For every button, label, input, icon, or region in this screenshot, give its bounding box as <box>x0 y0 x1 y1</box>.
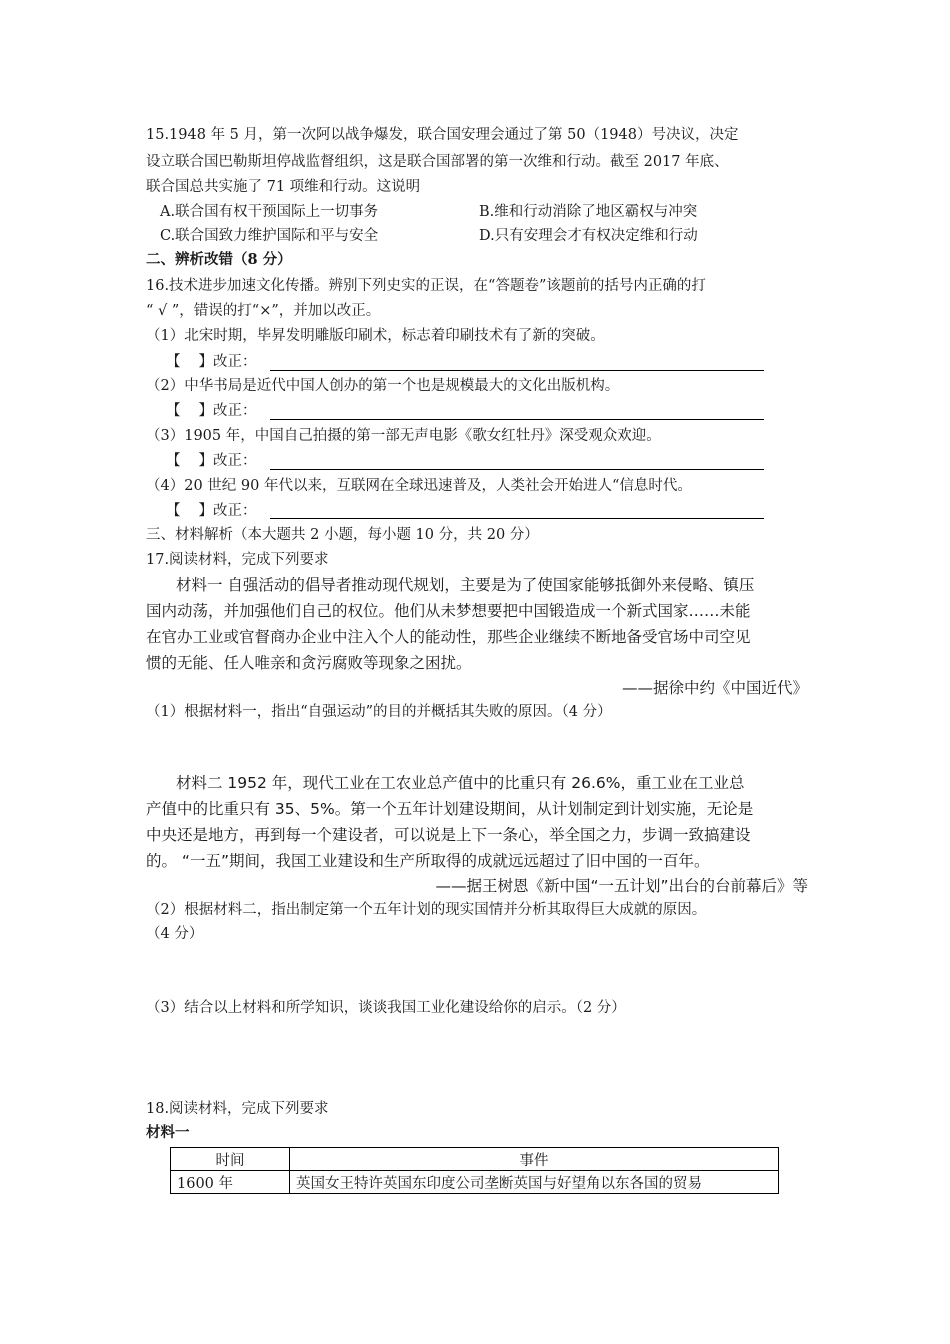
q16-correction-blank-3[interactable] <box>270 469 764 470</box>
q15-stem-line-2: 设立联合国巴勒斯坦停战监督组织，这是联合国部署的第一次维和行动。截至 2017 年底、 <box>146 154 729 170</box>
q16-answer-bracket-1[interactable] <box>166 351 257 373</box>
q17-subquestion-1: （1）根据材料一，指出“自强运动”的目的并概括其失败的原因。（4 分） <box>146 704 612 720</box>
bracket-left: 【 <box>166 453 181 469</box>
material1-line-4: 惯的无能、任人唯亲和贪污腐败等现象之困扰。 <box>146 654 472 672</box>
material1-line-2: 国内动荡，并加强他们自己的权位。他们从未梦想要把中国锻造成一个新式国家……未能 <box>146 602 751 620</box>
q16-answer-bracket-3[interactable] <box>166 450 257 472</box>
bracket-right-correction: 】改正： <box>198 354 257 370</box>
material1-line-1: 材料一 自强活动的倡导者推动现代规划，主要是为了使国家能够抵御外来侵略、镇压 <box>176 576 755 594</box>
q17-subquestion-2-line-1: （2）根据材料二，指出制定第一个五年计划的现实国情并分析其取得巨大成就的原因。 <box>146 902 707 918</box>
bracket-right-correction: 】改正： <box>198 403 257 419</box>
bracket-right-correction: 】改正： <box>198 453 257 469</box>
bracket-left: 【 <box>166 354 181 370</box>
q15-option-c[interactable]: C.联合国致力维护国际和平与安全 <box>160 228 379 244</box>
material1-source: ——据徐中约《中国近代》 <box>621 679 808 697</box>
q16-stem-line-2: “ √ ”，错误的打“×”，并加以改正。 <box>146 303 381 319</box>
table-header-row <box>171 1148 779 1171</box>
q17-title: 17.阅读材料，完成下列要求 <box>146 552 329 568</box>
section3-heading: 三、材料解析（本大题共 2 小题，每小题 10 分，共 20 分） <box>146 527 539 543</box>
material2-source: ——据王树恩《新中国“一五计划”出台的台前幕后》等 <box>435 877 808 895</box>
q15-stem-line-1: 15.1948 年 5 月，第一次阿以战争爆发，联合国安理会通过了第 50（1948）号决议，决定 <box>146 127 739 143</box>
q18-title: 18.阅读材料，完成下列要求 <box>146 1101 329 1117</box>
q15-stem-line-3: 联合国总共实施了 71 项维和行动。这说明 <box>146 179 421 195</box>
section2-heading: 二、辨析改错（8 分） <box>146 251 292 268</box>
material2-line-2: 产值中的比重只有 35、5%。第一个五年计划建设期间，从计划制定到计划实施，无论是 <box>146 800 754 818</box>
q16-correction-blank-1[interactable] <box>270 370 764 371</box>
material1-line-3: 在官办工业或官督商办企业中注入个人的能动性，那些企业继续不断地备受官场中司空见 <box>146 628 751 646</box>
q15-option-d[interactable]: D.只有安理会才有权决定维和行动 <box>479 228 698 244</box>
q16-answer-bracket-4[interactable] <box>166 500 257 522</box>
q16-correction-blank-2[interactable] <box>270 419 764 420</box>
table-cell-event: 英国女王特许英国东印度公司垄断英国与好望角以东各国的贸易 <box>290 1171 779 1194</box>
q15-option-b[interactable]: B.维和行动消除了地区霸权与冲突 <box>479 204 698 220</box>
table-cell-time: 1600 年 <box>171 1171 290 1194</box>
table-header-time: 时间 <box>171 1148 290 1171</box>
bracket-left: 【 <box>166 403 181 419</box>
material2-line-3: 中央还是地方，再到每一个建设者，可以说是上下一条心，举全国之力，步调一致搞建设 <box>146 826 751 844</box>
q15-option-a[interactable]: A.联合国有权干预国际上一切事务 <box>160 204 379 220</box>
q16-item-1: （1）北宋时期，毕昇发明雕版印刷术，标志着印刷技术有了新的突破。 <box>146 328 605 344</box>
q16-item-2: （2）中华书局是近代中国人创办的第一个也是规模最大的文化出版机构。 <box>146 378 620 394</box>
table-row <box>171 1171 779 1194</box>
bracket-right-correction: 】改正： <box>198 503 257 519</box>
material2-line-4: 的。 “一五”期间，我国工业建设和生产所取得的成就远远超过了旧中国的一百年。 <box>146 852 710 870</box>
material2-line-1: 材料二 1952 年，现代工业在工农业总产值中的比重只有 26.6%，重工业在工业总 <box>176 774 745 792</box>
q16-correction-blank-4[interactable] <box>270 518 764 519</box>
bracket-left: 【 <box>166 503 181 519</box>
q16-stem-line-1: 16.技术进步加速文化传播。辨别下列史实的正误，在“答题卷”该题前的括号内正确的打 <box>146 278 706 294</box>
q18-material-label: 材料一 <box>146 1124 190 1141</box>
events-table <box>170 1147 779 1194</box>
q16-item-4: （4）20 世纪 90 年代以来，互联网在全球迅速普及，人类社会开始进人“信息时代。 <box>146 478 692 494</box>
table-header-event: 事件 <box>290 1148 779 1171</box>
q16-item-3: （3）1905 年，中国自己拍摄的第一部无声电影《歌女红牡丹》深受观众欢迎。 <box>146 428 661 444</box>
q16-answer-bracket-2[interactable] <box>166 400 257 422</box>
q17-subquestion-3: （3）结合以上材料和所学知识，谈谈我国工业化建设给你的启示。（2 分） <box>146 1000 626 1016</box>
q17-subquestion-2-line-2: （4 分） <box>146 926 204 942</box>
